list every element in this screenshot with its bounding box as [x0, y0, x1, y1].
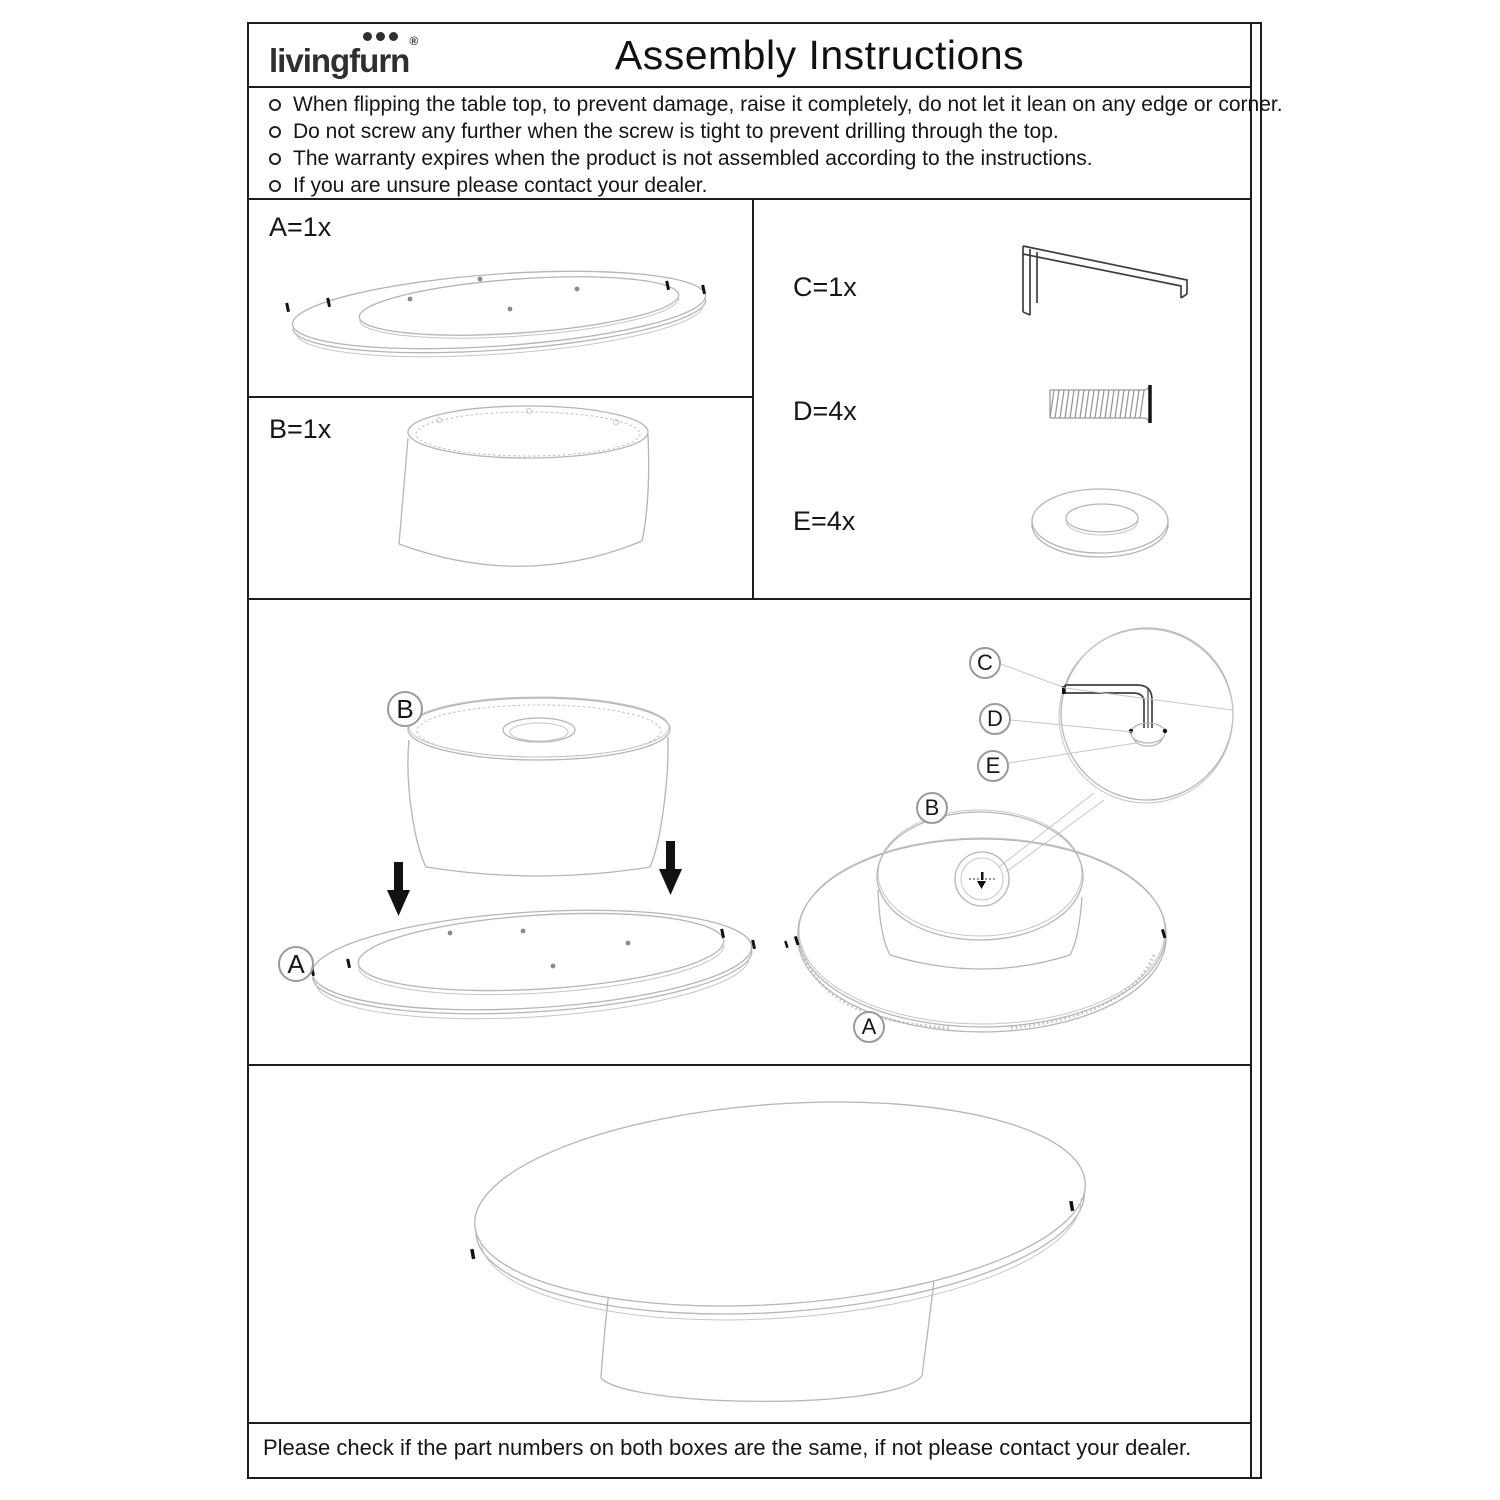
warning-notes-section — [247, 86, 1283, 202]
note-item — [263, 172, 1240, 199]
assembly-section — [247, 598, 1252, 1068]
bullet-icon — [269, 126, 281, 138]
page-title: Assembly Instructions — [614, 32, 1025, 78]
washer-drawing — [1024, 475, 1184, 575]
logo-dots-icon — [363, 32, 398, 41]
callout-a: A — [278, 946, 314, 982]
allen-key-drawing — [1009, 228, 1249, 358]
note-text: Do not screw any further when the screw is tight to prevent drilling through the top. — [293, 120, 1059, 143]
callout-b-assembled: B — [916, 792, 948, 824]
part-e-label: E=4x — [793, 506, 856, 536]
part-a-drawing — [249, 226, 750, 392]
header-section — [247, 22, 1252, 88]
note-text: When flipping the table top, to prevent damage, raise it completely, do not let it lean on any edge or corner. — [293, 93, 1283, 116]
footer-note-text: Please check if the part numbers on both boxes are the same, if not please contact your dealer. — [263, 1435, 1192, 1460]
final-assembly-section — [247, 1064, 1252, 1424]
logo-text: livingfurn — [269, 42, 410, 79]
parts-cde-box — [752, 198, 1252, 602]
note-text: If you are unsure please contact your dealer. — [293, 174, 708, 197]
assembly-diagram — [249, 600, 1250, 1062]
bullet-icon — [269, 180, 281, 192]
callout-b: B — [387, 691, 423, 727]
part-a-box — [247, 198, 754, 400]
note-text: The warranty expires when the product is not assembled according to the instructions. — [293, 147, 1093, 170]
bullet-icon — [269, 99, 281, 111]
note-item — [263, 118, 1240, 145]
part-c-label: C=1x — [793, 272, 857, 302]
footer-note-section — [247, 1422, 1252, 1479]
page-frame — [247, 22, 1283, 1479]
part-b-label: B=1x — [269, 414, 332, 444]
note-item — [263, 145, 1240, 172]
finished-table-drawing — [249, 1066, 1250, 1422]
callout-e: E — [977, 750, 1009, 782]
callout-a-assembled: A — [853, 1011, 885, 1043]
part-b-box — [247, 396, 754, 602]
bullet-icon — [269, 153, 281, 165]
part-d-label: D=4x — [793, 396, 857, 426]
note-item — [263, 91, 1283, 118]
registered-mark: ® — [409, 34, 418, 48]
part-b-drawing — [249, 398, 750, 598]
part-a-label: A=1x — [269, 212, 332, 242]
callout-c: C — [969, 647, 1001, 679]
bolt-drawing — [1044, 382, 1174, 432]
callout-d: D — [979, 703, 1011, 735]
